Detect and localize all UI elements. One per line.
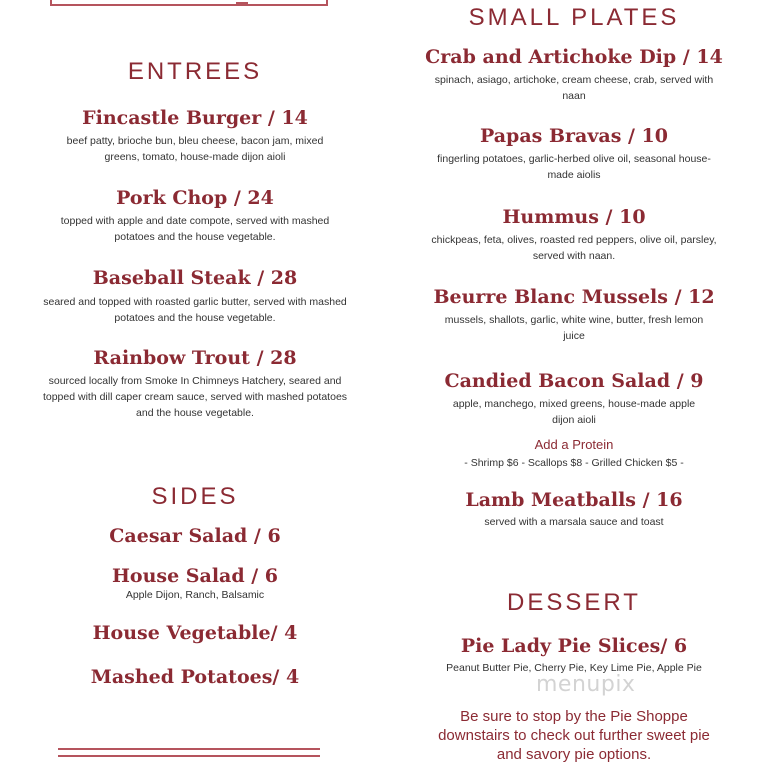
menu-item-desc: apple, manchego, mixed greens, house-made apple dijon aioli [452,398,696,426]
pie-shoppe-note: Be sure to stop by the Pie Shoppe downstairs to check out further sweet pie and savory pie options. [438,708,710,763]
menu-item-desc: fingerling potatoes, garlic-herbed olive oil, seasonal house-made aiolis [437,153,711,181]
menu-item-title: Papas Bravas / 10 [479,125,669,147]
menu-item-title: House Vegetable/ 4 [92,622,298,644]
menu-item-desc: Peanut Butter Pie, Cherry Pie, Key Lime Pie, Apple Pie [446,662,702,674]
menu-item-title: Pork Chop / 24 [116,187,274,209]
left-column [30,0,360,768]
menu-item-title: Crab and Artichoke Dip / 14 [425,46,723,68]
right-column [418,0,730,768]
menu-item-desc: sourced locally from Smoke In Chimneys Hatchery, seared and topped with dill caper cream sauce, served with mashed potatoes and the house vegetable. [42,375,348,419]
add-protein-label: Add a Protein [534,437,614,452]
menu-item-desc: topped with apple and date compote, served with mashed potatoes and the house vegetable. [60,215,330,243]
protein-options: - Shrimp $6 - Scallops $8 - Grilled Chicken $5 - [464,457,684,469]
menu-item-desc: chickpeas, feta, olives, roasted red peppers, olive oil, parsley, served with naan. [431,234,717,262]
menu-item-desc: beef patty, brioche bun, bleu cheese, bacon jam, mixed greens, tomato, house-made dijon aioli [66,135,324,163]
menu-item-title: Rainbow Trout / 28 [93,347,297,369]
menu-item-title: Beurre Blanc Mussels / 12 [433,286,715,308]
menu-item-title: Fincastle Burger / 14 [82,107,308,129]
menu-item-title: Baseball Steak / 28 [92,267,298,289]
menu-item-title: Candied Bacon Salad / 9 [444,370,704,392]
sides-heading: SIDES [151,483,239,510]
dessert-heading: DESSERT [507,589,641,616]
menu-item-desc: served with a marsala sauce and toast [484,516,664,528]
menu-item-title: Lamb Meatballs / 16 [465,489,683,511]
menu-item-title: Hummus / 10 [502,206,646,228]
menu-item-desc: seared and topped with roasted garlic butter, served with mashed potatoes and the house vegetable. [43,296,347,324]
entrees-heading: ENTREES [127,58,263,85]
menu-item-title: Pie Lady Pie Slices/ 6 [460,635,688,657]
menu-item-desc: mussels, shallots, garlic, white wine, butter, fresh lemon juice [444,314,704,342]
small-plates-heading: SMALL PLATES [468,4,680,31]
menu-item-title: House Salad / 6 [111,565,279,587]
menu-item-desc: spinach, asiago, artichoke, cream cheese, crab, served with naan [434,74,714,102]
menu-item-desc: Apple Dijon, Ranch, Balsamic [125,589,265,601]
menu-item-title: Mashed Potatoes/ 4 [90,666,300,688]
watermark-logo: menupix [536,672,636,697]
menu-item-title: Caesar Salad / 6 [109,525,281,547]
bottom-divider [58,748,320,757]
